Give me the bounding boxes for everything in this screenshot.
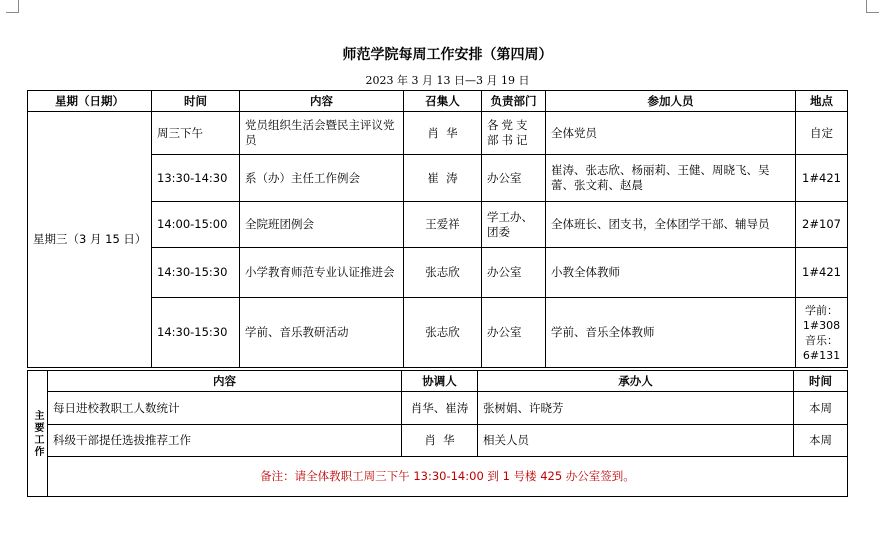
header-time: 时间	[794, 371, 848, 392]
schedule-table	[27, 90, 848, 368]
note-text: 备注：请全体教职工周三下午 13:30-14:00 到 1 号楼 425 办公室签到。	[48, 457, 848, 497]
content-cell: 学前、音乐教研活动	[240, 298, 404, 368]
dept-cell: 学工办、团委	[482, 202, 546, 248]
date-range: 2023 年 3 月 13 日—3 月 19 日	[365, 74, 530, 87]
location-cell: 1#421	[796, 248, 848, 298]
convener-cell: 崔 涛	[404, 155, 482, 202]
location-cell: 1#421	[796, 155, 848, 202]
header-convener: 召集人	[404, 91, 482, 112]
time-cell: 周三下午	[152, 112, 240, 155]
header-row	[28, 91, 848, 112]
location-cell: 自定	[796, 112, 848, 155]
handler-cell: 张树娟、许晓芳	[478, 392, 794, 425]
header-content: 内容	[48, 371, 402, 392]
time-cell: 13:30-14:30	[152, 155, 240, 202]
time-cell: 14:30-15:30	[152, 248, 240, 298]
header-time: 时间	[152, 91, 240, 112]
header-content: 内容	[240, 91, 404, 112]
day-cell: 星期三（3 月 15 日）	[28, 112, 152, 368]
dept-cell: 办公室	[482, 248, 546, 298]
coordinator-cell: 肖华、崔涛	[402, 392, 478, 425]
coordinator-cell: 肖 华	[402, 425, 478, 457]
page-title: 师范学院每周工作安排（第四周）	[342, 47, 553, 63]
time-cell: 14:30-15:30	[152, 298, 240, 368]
main-work-side-label: 主要工作	[28, 371, 48, 497]
dept-cell: 办公室	[482, 155, 546, 202]
content-cell: 小学教育师范专业认证推进会	[240, 248, 404, 298]
location-cell: 学前：1#308 音乐：6#131	[796, 298, 848, 368]
content-cell: 全院班团例会	[240, 202, 404, 248]
header-row	[28, 371, 848, 392]
dept-cell: 办公室	[482, 298, 546, 368]
header-day: 星期（日期）	[28, 91, 152, 112]
time-cell: 14:00-15:00	[152, 202, 240, 248]
handler-cell: 相关人员	[478, 425, 794, 457]
content-cell: 党员组织生活会暨民主评议党员	[240, 112, 404, 155]
main-work-table	[27, 370, 848, 497]
time-cell: 本周	[794, 392, 848, 425]
header-participants: 参加人员	[546, 91, 796, 112]
content-cell: 每日进校教职工人数统计	[48, 392, 402, 425]
header-dept: 负责部门	[482, 91, 546, 112]
participants-cell: 全体班长、团支书，全体团学干部、辅导员	[546, 202, 796, 248]
participants-cell: 崔涛、张志欣、杨丽莉、王健、周晓飞、吴蕾、张文莉、赵晨	[546, 155, 796, 202]
note-row	[28, 457, 848, 497]
participants-cell: 全体党员	[546, 112, 796, 155]
page-corner-mark	[6, 0, 19, 13]
page-corner-mark	[866, 0, 879, 13]
location-cell: 2#107	[796, 202, 848, 248]
content-cell: 系（办）主任工作例会	[240, 155, 404, 202]
header-coordinator: 协调人	[402, 371, 478, 392]
dept-cell: 各党支部书记	[482, 112, 546, 155]
table-row	[28, 392, 848, 425]
convener-cell: 张志欣	[404, 248, 482, 298]
convener-cell: 王爱祥	[404, 202, 482, 248]
participants-cell: 小教全体教师	[546, 248, 796, 298]
time-cell: 本周	[794, 425, 848, 457]
convener-cell: 肖 华	[404, 112, 482, 155]
header-location: 地点	[796, 91, 848, 112]
header-handler: 承办人	[478, 371, 794, 392]
table-row	[28, 425, 848, 457]
convener-cell: 张志欣	[404, 298, 482, 368]
participants-cell: 学前、音乐全体教师	[546, 298, 796, 368]
table-row	[28, 112, 848, 155]
content-cell: 科级干部提任选拔推荐工作	[48, 425, 402, 457]
